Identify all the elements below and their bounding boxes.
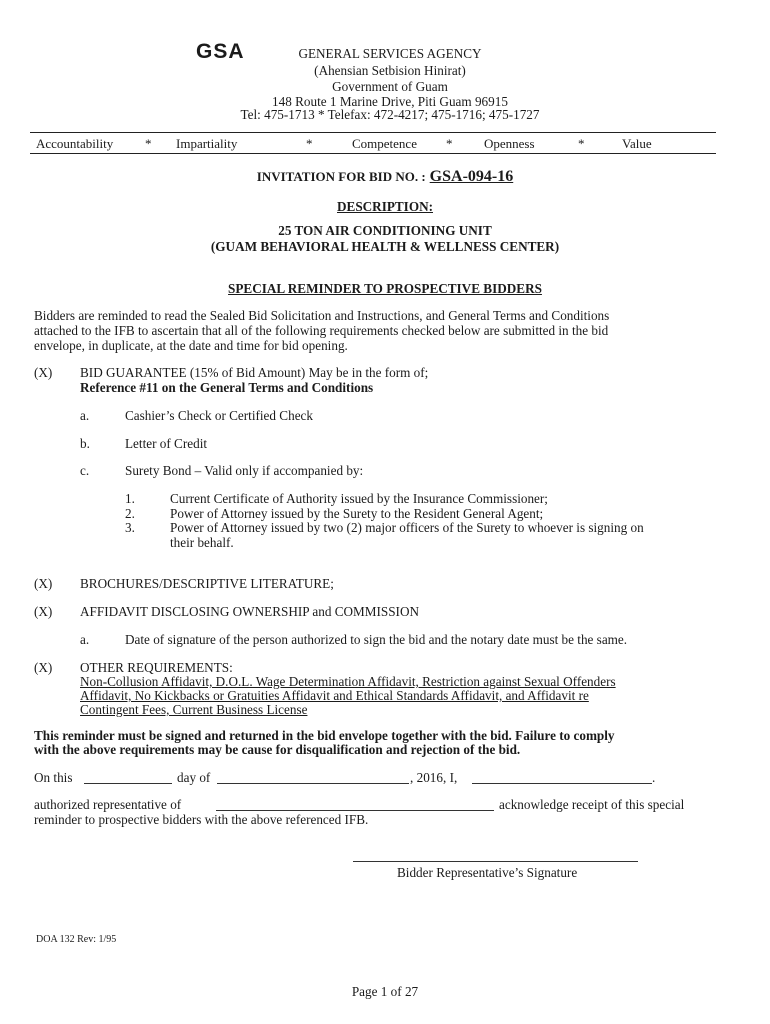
reminder-heading: SPECIAL REMINDER TO PROSPECTIVE BIDDERS <box>228 281 542 296</box>
bid-guarantee-reference: Reference #11 on the General Terms and Conditions <box>80 380 374 395</box>
company-field[interactable] <box>216 810 494 811</box>
acknowledge-line2: reminder to prospective bidders with the above referenced IFB. <box>34 812 369 827</box>
page-number: Page 1 of 27 <box>351 984 419 999</box>
option-surety-bond: Surety Bond – Valid only if accompanied by: <box>125 463 364 478</box>
check-mark: (X) <box>34 604 53 619</box>
option-letter: a. <box>80 632 90 647</box>
form-code: DOA 132 Rev: 1/95 <box>36 934 117 945</box>
value-separator: * <box>145 136 152 151</box>
intro-line: attached to the IFB to ascertain that all of the following requirements checked below are submitted in the bid <box>34 323 609 338</box>
ifb-number: GSA-094-16 <box>429 168 514 185</box>
month-field[interactable] <box>217 783 409 784</box>
on-this-label: On this <box>34 770 73 785</box>
signature-field[interactable] <box>353 861 638 862</box>
government-name: Government of Guam <box>332 79 448 94</box>
check-mark: (X) <box>34 576 53 591</box>
period: . <box>652 770 656 785</box>
warning-line: This reminder must be signed and returned in the bid envelope together with the bid. Failure to comply <box>34 728 615 743</box>
value-separator: * <box>446 136 453 151</box>
check-mark: (X) <box>34 660 53 675</box>
header-rule-bottom <box>30 153 716 154</box>
name-field[interactable] <box>472 783 652 784</box>
description-line1: 25 TON AIR CONDITIONING UNIT <box>278 223 492 238</box>
other-requirements-line: Contingent Fees, Current Business License <box>80 702 308 717</box>
other-requirements-line: Affidavit, No Kickbacks or Gratuities Affidavit and Ethical Standards Affidavit, and Affidavit re <box>80 688 589 703</box>
surety-num: 3. <box>125 520 135 535</box>
option-letter: b. <box>80 436 90 451</box>
surety-num: 2. <box>125 506 135 521</box>
day-of-label: day of <box>177 770 211 785</box>
day-field[interactable] <box>84 783 172 784</box>
value-accountability: Accountability <box>36 136 114 151</box>
bid-guarantee-label: BID GUARANTEE (15% of Bid Amount) May be in the form of; <box>80 365 429 380</box>
option-cashiers-check: Cashier’s Check or Certified Check <box>125 408 313 423</box>
value-openness: Openness <box>484 136 535 151</box>
warning-line: with the above requirements may be cause for disqualification and rejection of the bid. <box>34 742 521 757</box>
ifb-label: INVITATION FOR BID NO. : <box>256 169 426 184</box>
affidavit-requirement: AFFIDAVIT DISCLOSING OWNERSHIP and COMMISSION <box>80 604 419 619</box>
authorized-label: authorized representative of <box>34 797 182 812</box>
intro-line: envelope, in duplicate, at the date and time for bid opening. <box>34 338 348 353</box>
agency-subtitle: (Ahensian Setbision Hinirat) <box>314 63 466 78</box>
agency-address: 148 Route 1 Marine Drive, Piti Guam 96915 <box>272 94 508 109</box>
surety-item-cont: their behalf. <box>170 535 234 550</box>
other-requirements-label: OTHER REQUIREMENTS: <box>80 660 233 675</box>
surety-num: 1. <box>125 491 135 506</box>
brochures-requirement: BROCHURES/DESCRIPTIVE LITERATURE; <box>80 576 334 591</box>
value-competence: Competence <box>352 136 417 151</box>
surety-item: Power of Attorney issued by two (2) major officers of the Surety to whoever is signing on <box>170 520 644 535</box>
agency-phones: Tel: 475-1713 * Telefax: 472-4217; 475-1716; 475-1727 <box>240 107 540 122</box>
affidavit-note: Date of signature of the person authorized to sign the bid and the notary date must be the same. <box>125 632 628 647</box>
value-impartiality: Impartiality <box>176 136 238 151</box>
signature-label: Bidder Representative’s Signature <box>397 865 578 880</box>
other-requirements-line: Non-Collusion Affidavit, D.O.L. Wage Determination Affidavit, Restriction against Sexual Offenders <box>80 674 616 689</box>
ifb-title <box>0 168 770 186</box>
value-separator: * <box>306 136 313 151</box>
option-letter: a. <box>80 408 90 423</box>
description-heading: DESCRIPTION: <box>337 199 433 214</box>
value-separator: * <box>578 136 585 151</box>
intro-line: Bidders are reminded to read the Sealed Bid Solicitation and Instructions, and General Terms and Conditions <box>34 308 610 323</box>
value-value: Value <box>622 136 652 151</box>
header-rule-top <box>30 132 716 133</box>
surety-item: Power of Attorney issued by the Surety to the Resident General Agent; <box>170 506 544 521</box>
description-line2: (GUAM BEHAVIORAL HEALTH & WELLNESS CENTER) <box>210 239 560 254</box>
option-letter: c. <box>80 463 90 478</box>
option-letter-of-credit: Letter of Credit <box>125 436 208 451</box>
gsa-logo: GSA <box>196 40 245 63</box>
check-mark: (X) <box>34 365 53 380</box>
agency-name: GENERAL SERVICES AGENCY <box>298 46 482 61</box>
surety-item: Current Certificate of Authority issued by the Insurance Commissioner; <box>170 491 548 506</box>
year-label: , 2016, I, <box>410 770 458 785</box>
acknowledge-label: acknowledge receipt of this special <box>499 797 685 812</box>
